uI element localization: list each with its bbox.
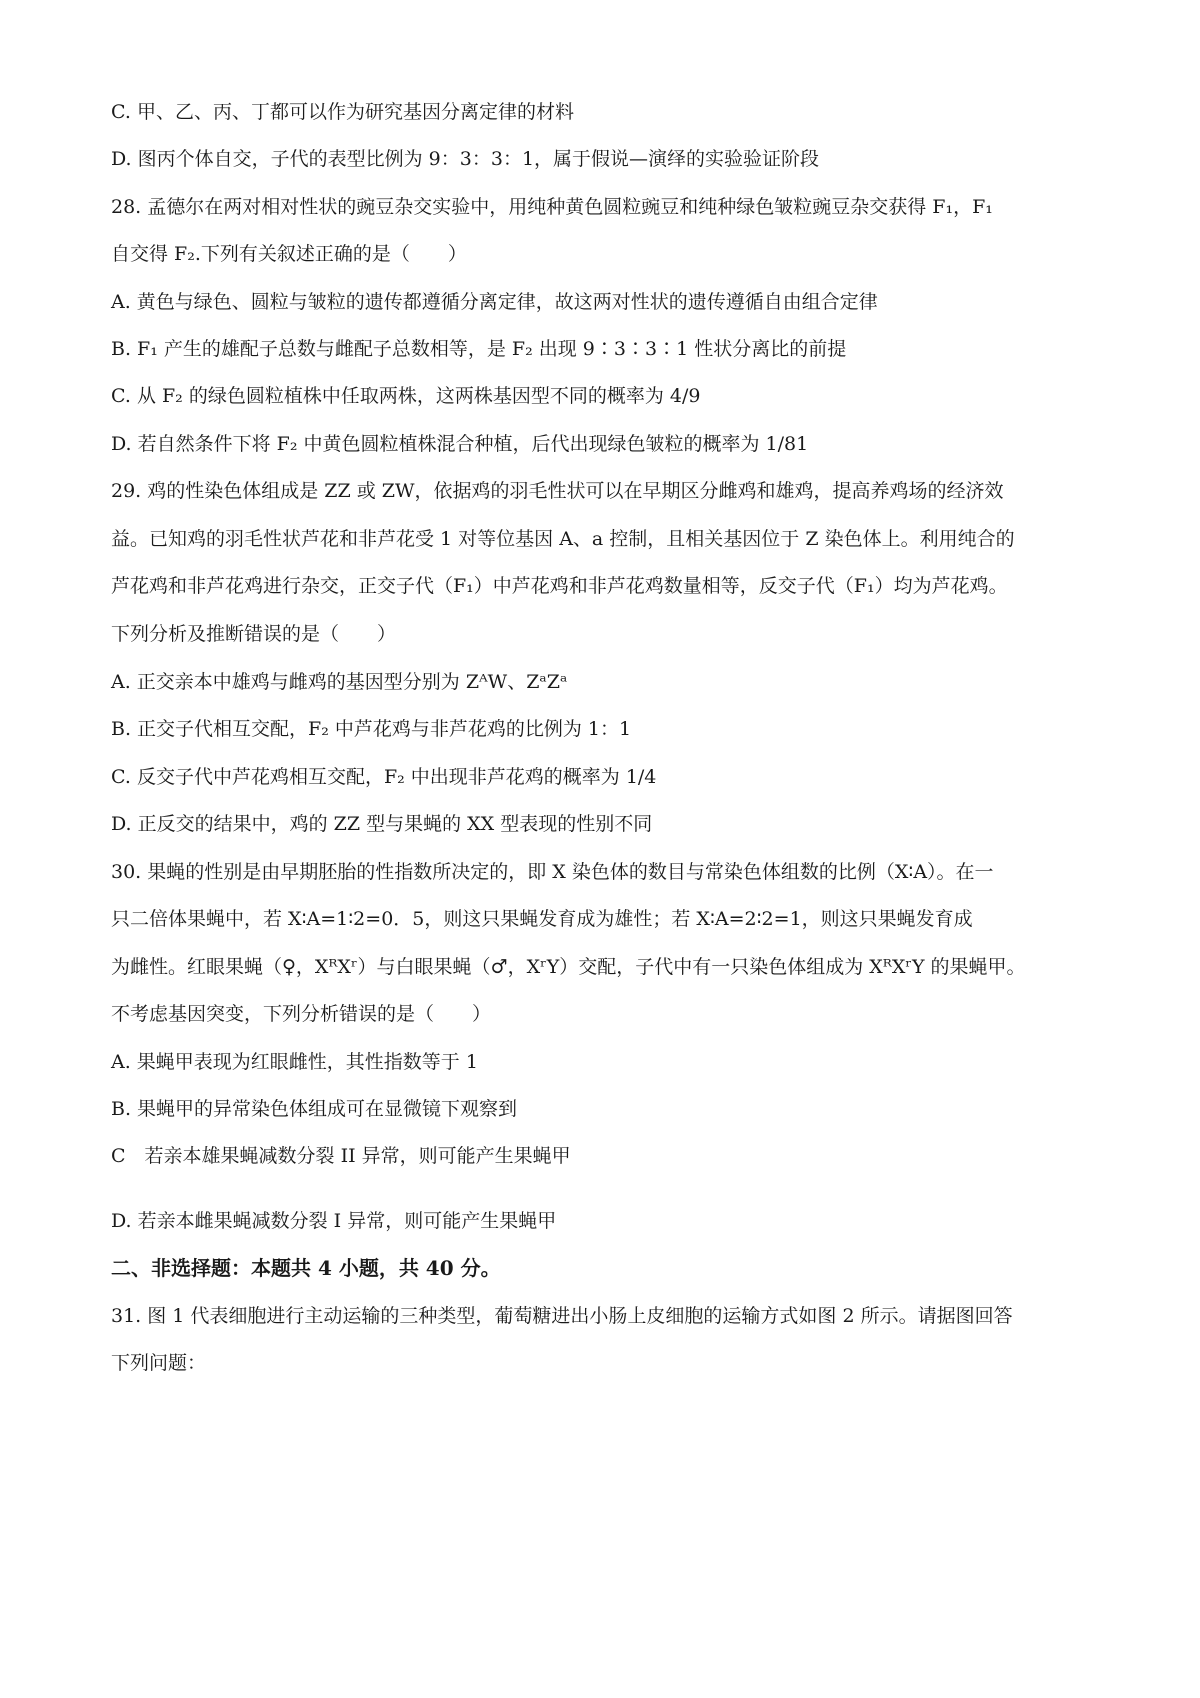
text-line: A. 果蝇甲表现为红眼雌性，其性指数等于 1 xyxy=(111,1051,478,1073)
text-line: D. 正反交的结果中，鸡的 ZZ 型与果蝇的 XX 型表现的性别不同 xyxy=(111,813,653,835)
text-line: C 若亲本雄果蝇减数分裂 II 异常，则可能产生果蝇甲 xyxy=(111,1145,571,1167)
text-line: 不考虑基因突变，下列分析错误的是（ ） xyxy=(111,1003,492,1025)
text-line: 自交得 F₂.下列有关叙述正确的是（ ） xyxy=(111,243,467,265)
section-heading: 二、非选择题：本题共 4 小题，共 40 分。 xyxy=(111,1256,501,1280)
text-line: 下列分析及推断错误的是（ ） xyxy=(111,623,397,645)
text-line: A. 黄色与绿色、圆粒与皱粒的遗传都遵循分离定律，故这两对性状的遗传遵循自由组合定律 xyxy=(111,291,878,313)
text-line: B. 果蝇甲的异常染色体组成可在显微镜下观察到 xyxy=(111,1098,518,1120)
text-line: 益。已知鸡的羽毛性状芦花和非芦花受 1 对等位基因 A、a 控制，且相关基因位于 Z 染色体上。利用纯合的 xyxy=(111,528,1015,550)
text-line: 30. 果蝇的性别是由早期胚胎的性指数所决定的，即 X 染色体的数目与常染色体组数的比例（X∶A）。在一 xyxy=(111,861,994,883)
text-line: 31. 图 1 代表细胞进行主动运输的三种类型，葡萄糖进出小肠上皮细胞的运输方式如图 2 所示。请据图回答 xyxy=(111,1305,1013,1327)
text-line: 为雌性。红眼果蝇（♀，XᴿXʳ）与白眼果蝇（♂，XʳY）交配，子代中有一只染色体组成为 XᴿXʳY 的果蝇甲。 xyxy=(111,956,1026,978)
text-line: 芦花鸡和非芦花鸡进行杂交，正交子代（F₁）中芦花鸡和非芦花鸡数量相等，反交子代（F₁）均为芦花鸡。 xyxy=(111,575,1008,597)
text-line: D. 若亲本雌果蝇减数分裂 I 异常，则可能产生果蝇甲 xyxy=(111,1210,557,1232)
text-line: 下列问题： xyxy=(111,1352,207,1374)
text-line: D. 图丙个体自交，子代的表型比例为 9：3：3：1，属于假说—演绎的实验验证阶段 xyxy=(111,148,820,170)
text-line: 只二倍体果蝇中，若 X∶A=1∶2=0．5，则这只果蝇发育成为雄性；若 X∶A=2∶2=1，则这只果蝇发育成 xyxy=(111,908,973,930)
text-line: 28. 孟德尔在两对相对性状的豌豆杂交实验中，用纯种黄色圆粒豌豆和纯种绿色皱粒豌豆杂交获得 F₁，F₁ xyxy=(111,196,993,218)
text-line: C. 从 F₂ 的绿色圆粒植株中任取两株，这两株基因型不同的概率为 4/9 xyxy=(111,385,701,407)
text-line: B. 正交子代相互交配，F₂ 中芦花鸡与非芦花鸡的比例为 1：1 xyxy=(111,718,632,740)
text-line: A. 正交亲本中雄鸡与雌鸡的基因型分别为 ZᴬW、ZᵃZᵃ xyxy=(111,671,568,693)
text-line: C. 甲、乙、丙、丁都可以作为研究基因分离定律的材料 xyxy=(111,101,574,123)
text-line: D. 若自然条件下将 F₂ 中黄色圆粒植株混合种植，后代出现绿色皱粒的概率为 1/81 xyxy=(111,433,809,455)
text-line: 29. 鸡的性染色体组成是 ZZ 或 ZW，依据鸡的羽毛性状可以在早期区分雌鸡和雄鸡，提高养鸡场的经济效 xyxy=(111,480,1004,502)
text-line: C. 反交子代中芦花鸡相互交配，F₂ 中出现非芦花鸡的概率为 1/4 xyxy=(111,766,657,788)
text-line: B. F₁ 产生的雄配子总数与雌配子总数相等，是 F₂ 出现 9∶3∶3∶1 性状分离比的前提 xyxy=(111,338,847,360)
